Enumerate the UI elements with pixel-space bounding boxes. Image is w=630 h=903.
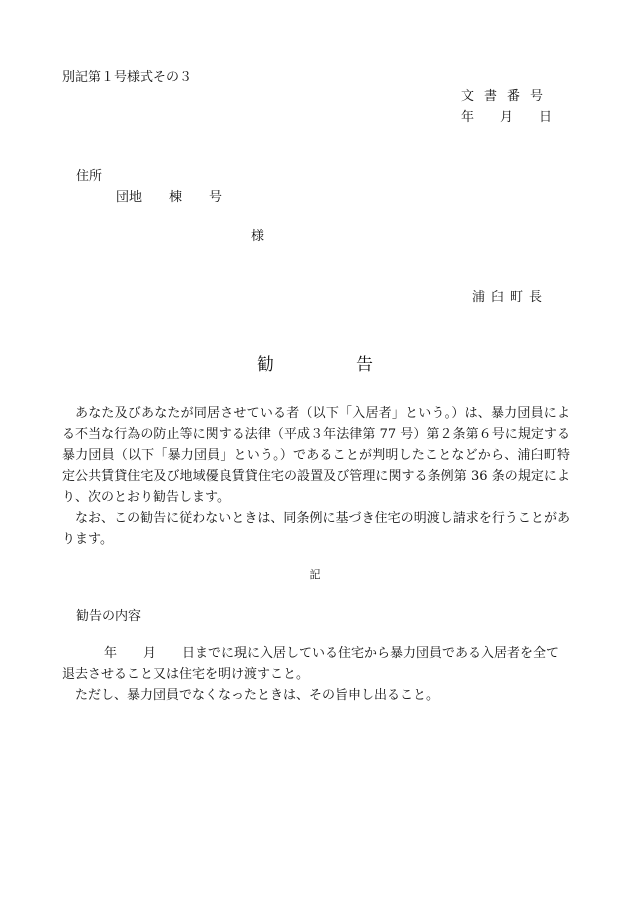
title-part-kan: 勧 (257, 355, 274, 375)
date-year-label: 年 (461, 110, 475, 125)
building-label: 棟 (169, 190, 183, 205)
ki-marker: 記 (309, 568, 321, 581)
document-number-label: 文書番号 (461, 89, 554, 104)
date-month-label: 月 (500, 110, 514, 125)
body-paragraph-2: なお、この勧告に従わないときは、同条例に基づき住宅の明渡し請求を行うことがあります。 (62, 511, 570, 547)
unit-label: 号 (209, 190, 223, 205)
form-label: 別記第１号様式その３ (62, 70, 193, 85)
addressee-honorific: 様 (251, 229, 265, 244)
content-year-label: 年 (104, 646, 118, 661)
body-text (62, 403, 570, 550)
content-proviso: ただし、暴力団員でなくなったときは、その旨申し出ること。 (75, 688, 440, 703)
recommendation-content (62, 643, 570, 706)
content-main-text: 日までに現に入居している住宅から暴力団員である入居者を全て退去させること又は住宅を明け渡すこと。 (62, 646, 560, 682)
sender-name: 浦臼町長 (472, 290, 549, 305)
date-day-label: 日 (539, 110, 553, 125)
address-label: 住所 (76, 169, 103, 184)
date-line (461, 106, 552, 125)
content-month-label: 月 (143, 646, 157, 661)
document-title (0, 350, 630, 375)
section-title: 勧告の内容 (76, 609, 142, 624)
content-paragraph-1 (62, 643, 570, 685)
housing-complex-label: 団地 (116, 190, 143, 205)
housing-address-line (116, 186, 222, 205)
title-part-koku: 告 (356, 355, 373, 375)
body-paragraph-1: あなた及びあなたが同居させている者（以下「入居者」という。）は、暴力団員による不当な行為の防止等に関する法律（平成３年法律第 77 号）第２条第６号に規定する暴力団員（以下「暴力団員」という。）であることが判明したことなどから、浦臼町特定公共賃貸住宅及び地域優良賃貸住宅の設置及び管理に関する条例第 36 条の規定により、次のとおり勧告します。 (62, 406, 570, 505)
